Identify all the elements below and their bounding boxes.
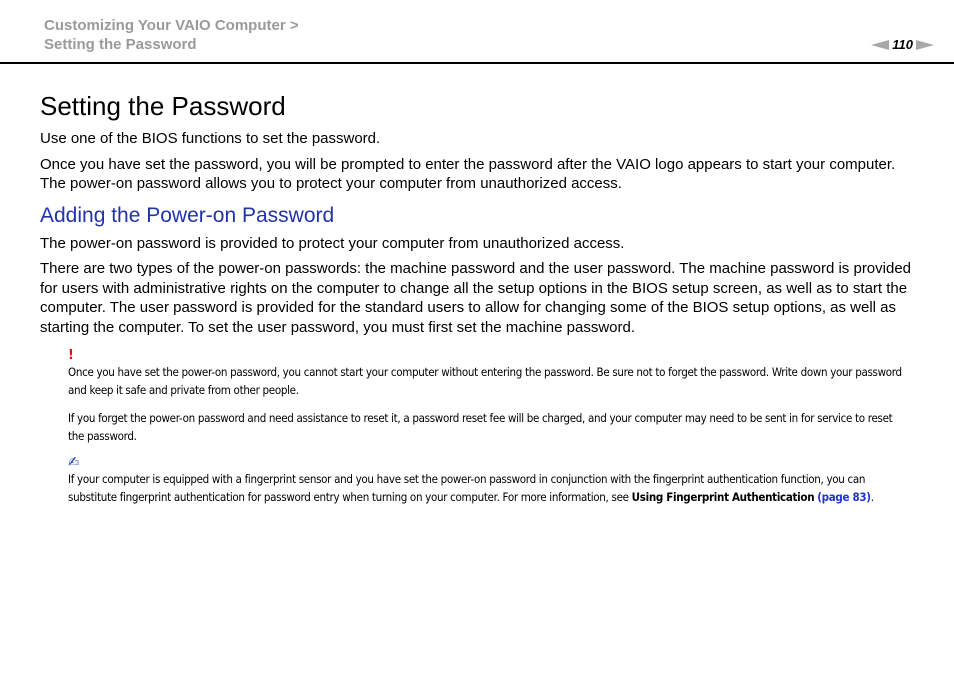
tip-paragraph — [68, 470, 910, 506]
breadcrumb — [44, 16, 299, 54]
previous-page-arrow-icon[interactable] — [871, 40, 889, 50]
intro-paragraph-2: Once you have set the password, you will be prompted to enter the password after the VAIO logo appears to start your computer. The power-on password allows you to protect your computer from unauthorized access. — [40, 155, 896, 192]
section-paragraph-2: There are two types of the power-on passwords: the machine password and the user password. The machine password is provided for users with administrative rights on the computer to change all the setup options in the BIOS setup screen, as well as to start the computer. The user password is provided for the standard users to allow for changing some of the BIOS setup options, as well as starting the computer. To set the user password, you must first set the machine password. — [40, 260, 912, 336]
tip-text: If your computer is equipped with a fingerprint sensor and you have set the power-on password in conjunction with the fingerprint authentication function, you can substitute fingerprint authentication for password entry when turning on your computer. For more information, see — [68, 472, 866, 504]
warning-note — [68, 349, 910, 506]
header-divider — [0, 62, 954, 64]
pencil-note-icon: ✍ — [68, 453, 79, 471]
page-title: Setting the Password — [40, 91, 286, 121]
breadcrumb-current: Setting the Password — [44, 36, 197, 53]
page-83-link[interactable]: (page 83) — [817, 490, 871, 504]
page-navigation — [871, 37, 934, 52]
tip-reference-title: Using Fingerprint Authentication — [631, 490, 815, 504]
section-title: Adding the Power-on Password — [40, 203, 335, 227]
tip-text-end: . — [870, 490, 874, 504]
section-paragraph-1: The power-on password is provided to protect your computer from unauthorized access. — [40, 234, 625, 252]
page-number: 110 — [892, 37, 913, 52]
warning-paragraph-2: If you forget the power-on password and need assistance to reset it, a password reset fee will be charged, and your computer may need to be sent in for service to reset the password. — [68, 411, 893, 443]
intro-paragraph-1: Use one of the BIOS functions to set the password. — [40, 130, 381, 147]
breadcrumb-parent[interactable]: Customizing Your VAIO Computer > — [44, 17, 299, 34]
warning-icon: ! — [68, 348, 74, 363]
page-content — [40, 90, 915, 516]
next-page-arrow-icon[interactable] — [916, 40, 934, 50]
warning-paragraph-1: Once you have set the power-on password, you cannot start your computer without entering the password. Be sure not to forget the password. Write down your password and keep it safe and private from other people. — [68, 365, 902, 397]
